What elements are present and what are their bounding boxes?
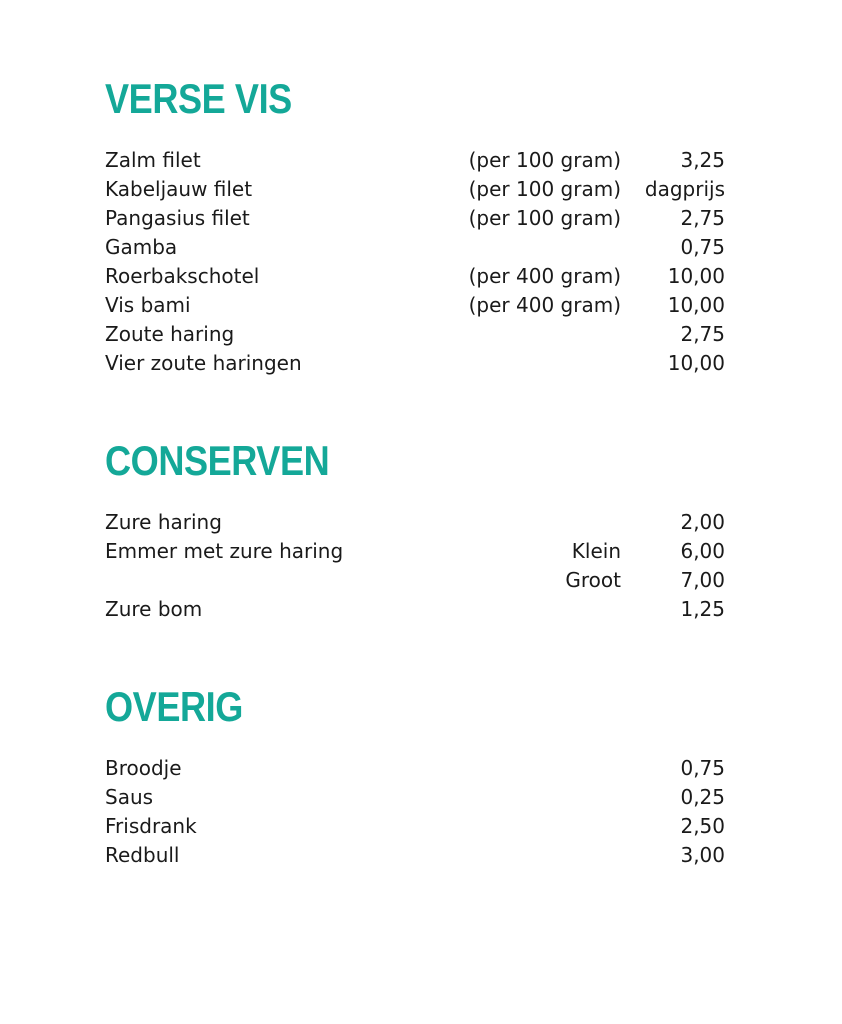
menu-item [105,349,725,378]
item-list [105,754,725,870]
menu-item [105,537,725,566]
item-note: Klein [571,539,621,563]
item-price: 2,75 [680,206,725,230]
item-list [105,146,725,378]
section-heading: CONSERVEN [105,437,330,484]
item-price: 1,25 [680,597,725,621]
item-name: Pangasius filet [105,206,250,230]
section-overig [105,678,725,870]
menu-item [105,204,725,233]
item-price: 2,75 [680,322,725,346]
menu-item [105,320,725,349]
item-name: Frisdrank [105,814,197,838]
item-name: Broodje [105,756,182,780]
item-price: 6,00 [680,539,725,563]
item-price: 0,75 [680,235,725,259]
section-conserven [105,432,725,624]
menu-item [105,175,725,204]
item-name: Vier zoute haringen [105,351,302,375]
item-price: 10,00 [667,293,725,317]
menu-item [105,841,725,870]
section-heading: VERSE VIS [105,75,292,122]
item-note: (per 100 gram) [468,206,621,230]
item-price: 3,00 [680,843,725,867]
item-name: Redbull [105,843,180,867]
item-price: 0,25 [680,785,725,809]
item-price: 0,75 [680,756,725,780]
item-note: (per 400 gram) [468,293,621,317]
item-list [105,508,725,624]
item-name: Vis bami [105,293,191,317]
menu-item [105,754,725,783]
item-note: (per 100 gram) [468,148,621,172]
menu-item [105,291,725,320]
item-name: Zure haring [105,510,222,534]
menu-item [105,566,725,595]
section-verse-vis [105,70,725,378]
item-name: Roerbakschotel [105,264,260,288]
item-price: 10,00 [667,264,725,288]
menu-item [105,595,725,624]
item-name: Zalm filet [105,148,201,172]
item-price: 10,00 [667,351,725,375]
item-price: 2,50 [680,814,725,838]
section-heading: OVERIG [105,683,243,730]
menu-item [105,146,725,175]
item-price: dagprijs [644,177,725,201]
price-menu [105,70,725,870]
item-price: 3,25 [680,148,725,172]
item-name: Kabeljauw filet [105,177,253,201]
item-name: Zure bom [105,597,203,621]
menu-item [105,783,725,812]
item-name: Gamba [105,235,178,259]
menu-item [105,233,725,262]
menu-item [105,812,725,841]
item-name: Saus [105,785,154,809]
menu-item [105,262,725,291]
item-name: Zoute haring [105,322,235,346]
item-price: 2,00 [680,510,725,534]
item-name: Emmer met zure haring [105,539,344,563]
item-note: (per 100 gram) [468,177,621,201]
item-note: Groot [565,568,621,592]
item-price: 7,00 [680,568,725,592]
item-note: (per 400 gram) [468,264,621,288]
menu-item [105,508,725,537]
